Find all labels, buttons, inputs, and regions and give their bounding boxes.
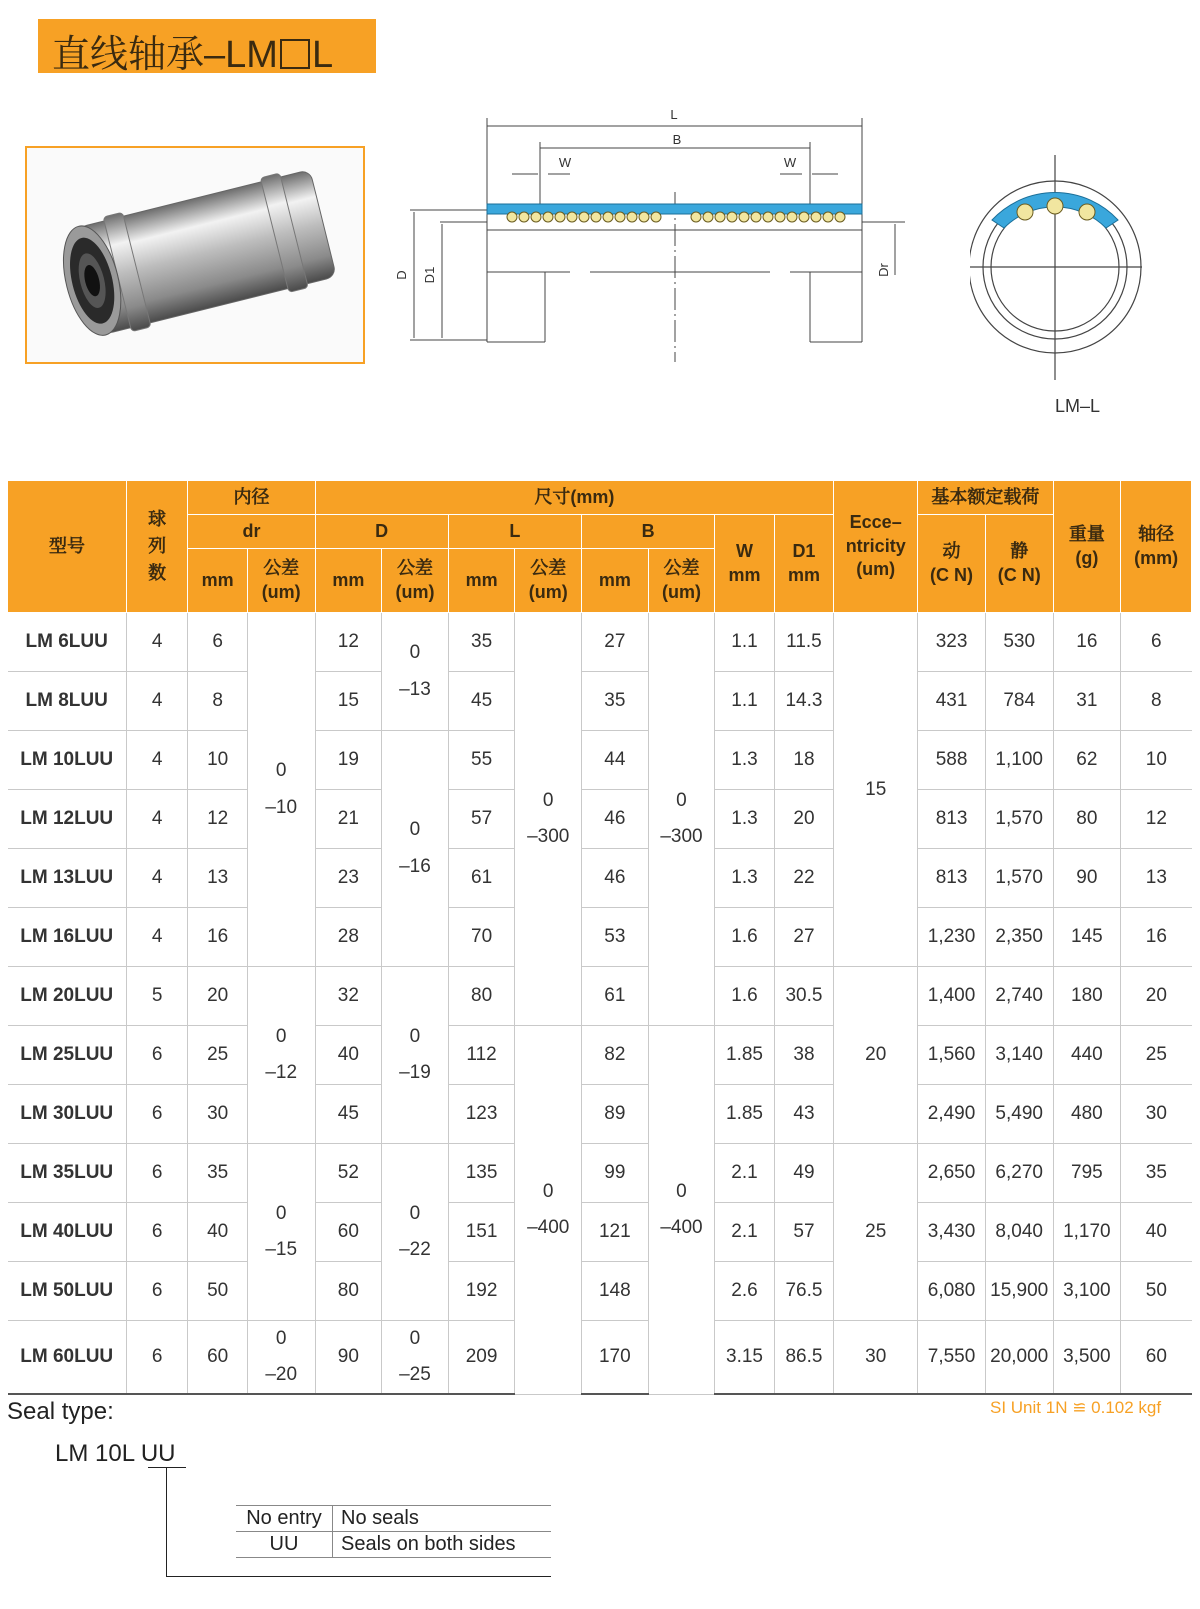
title-banner (38, 19, 376, 76)
cell-w: 1.1 (715, 672, 774, 731)
cell-w: 2.1 (715, 1144, 774, 1203)
col-eccentricity: Ecce– ntricity (um) (834, 481, 918, 613)
unit-note: SI Unit 1N ≌ 0.102 kgf (990, 1398, 1162, 1417)
col-d-tol: 公差 (um) (382, 549, 449, 613)
cell-dr-tolerance: 0 –10 (247, 613, 315, 967)
col-dimensions: 尺寸(mm) (315, 481, 834, 515)
cell-d: 60 (315, 1203, 382, 1262)
cell-weight: 3,100 (1053, 1262, 1121, 1321)
cell-w: 2.1 (715, 1203, 774, 1262)
cell-b: 46 (582, 790, 649, 849)
table-row (8, 1321, 1192, 1395)
cell-l: 57 (448, 790, 515, 849)
table-row (8, 849, 1192, 908)
dim-label-b: B (672, 132, 682, 147)
cell-dr: 10 (188, 731, 247, 790)
cell-dr-tolerance: 0 –12 (247, 967, 315, 1144)
cell-dr: 20 (188, 967, 247, 1026)
cell-l: 55 (448, 731, 515, 790)
cell-ball-rows: 4 (126, 672, 188, 731)
cell-shaft: 12 (1121, 790, 1192, 849)
cell-d: 45 (315, 1085, 382, 1144)
dim-label-w-left: W (558, 155, 572, 170)
cell-weight: 16 (1053, 613, 1121, 672)
end-view-ring-diagram (970, 150, 1150, 390)
table-row (8, 731, 1192, 790)
cell-model: LM 6LUU (8, 613, 127, 672)
cell-ball-rows: 4 (126, 613, 188, 672)
cell-dynamic-load: 2,490 (918, 1085, 986, 1144)
cell-dynamic-load: 1,230 (918, 908, 986, 967)
cell-d1: 76.5 (774, 1262, 833, 1321)
cell-l: 35 (448, 613, 515, 672)
cell-dr-tolerance: 0 –20 (247, 1321, 315, 1395)
cell-weight: 3,500 (1053, 1321, 1121, 1395)
cell-l: 123 (448, 1085, 515, 1144)
cell-dr: 8 (188, 672, 247, 731)
cell-d: 21 (315, 790, 382, 849)
dim-label-l: L (670, 107, 678, 122)
cell-static-load: 1,100 (985, 731, 1053, 790)
cell-d1: 11.5 (774, 613, 833, 672)
seal-code-example: LM 10L UU (55, 1440, 176, 1467)
cell-model: LM 16LUU (8, 908, 127, 967)
cell-shaft: 25 (1121, 1026, 1192, 1085)
cell-shaft: 50 (1121, 1262, 1192, 1321)
cell-ball-rows: 6 (126, 1085, 188, 1144)
cell-d1: 30.5 (774, 967, 833, 1026)
cell-l: 192 (448, 1262, 515, 1321)
cell-model: LM 20LUU (8, 967, 127, 1026)
col-dynamic: 动 (C N) (918, 515, 986, 613)
col-static: 静 (C N) (985, 515, 1053, 613)
cell-l: 112 (448, 1026, 515, 1085)
cell-d-tolerance: 0 –16 (382, 731, 449, 967)
col-dr-mm: mm (188, 549, 247, 613)
cell-weight: 795 (1053, 1144, 1121, 1203)
table-row (8, 967, 1192, 1026)
table-row (8, 908, 1192, 967)
seal-type-table (236, 1505, 551, 1558)
cell-l: 45 (448, 672, 515, 731)
cell-b: 35 (582, 672, 649, 731)
cell-static-load: 2,740 (985, 967, 1053, 1026)
cell-model: LM 8LUU (8, 672, 127, 731)
cell-weight: 180 (1053, 967, 1121, 1026)
cell-weight: 145 (1053, 908, 1121, 967)
cell-dynamic-load: 7,550 (918, 1321, 986, 1395)
cell-d: 23 (315, 849, 382, 908)
cell-model: LM 30LUU (8, 1085, 127, 1144)
dim-label-d: D (394, 270, 409, 280)
cell-dynamic-load: 1,400 (918, 967, 986, 1026)
cell-weight: 62 (1053, 731, 1121, 790)
cell-shaft: 60 (1121, 1321, 1192, 1395)
col-dr-tol: 公差 (um) (247, 549, 315, 613)
cell-b: 121 (582, 1203, 649, 1262)
cell-shaft: 40 (1121, 1203, 1192, 1262)
col-ball-rows: 球列数 (126, 481, 188, 613)
col-model: 型号 (8, 481, 127, 613)
cell-d: 32 (315, 967, 382, 1026)
cell-d: 19 (315, 731, 382, 790)
cell-b: 82 (582, 1026, 649, 1085)
cell-d1: 43 (774, 1085, 833, 1144)
cell-ball-rows: 5 (126, 967, 188, 1026)
cell-b: 53 (582, 908, 649, 967)
cell-dr: 50 (188, 1262, 247, 1321)
cell-eccentricity: 20 (834, 967, 918, 1144)
cell-l: 70 (448, 908, 515, 967)
cell-d1: 20 (774, 790, 833, 849)
col-l-tol: 公差 (um) (515, 549, 582, 613)
cell-b: 44 (582, 731, 649, 790)
cell-d1: 57 (774, 1203, 833, 1262)
seal-code-underline (148, 1467, 186, 1468)
cell-ball-rows: 4 (126, 790, 188, 849)
cell-shaft: 13 (1121, 849, 1192, 908)
cell-dynamic-load: 3,430 (918, 1203, 986, 1262)
cell-dr: 60 (188, 1321, 247, 1395)
seal-code: UU (236, 1532, 333, 1558)
dim-label-dr: Dr (876, 263, 891, 277)
cell-eccentricity: 30 (834, 1321, 918, 1395)
cell-dynamic-load: 6,080 (918, 1262, 986, 1321)
cell-d: 52 (315, 1144, 382, 1203)
cell-d-tolerance: 0 –13 (382, 613, 449, 731)
cell-ball-rows: 4 (126, 731, 188, 790)
cell-static-load: 1,570 (985, 790, 1053, 849)
cell-static-load: 1,570 (985, 849, 1053, 908)
col-shaft: 轴径 (mm) (1121, 481, 1192, 613)
cell-l: 135 (448, 1144, 515, 1203)
seal-leader-base (166, 1576, 551, 1577)
cell-b-tolerance: 0 –300 (648, 613, 715, 1026)
cell-l: 80 (448, 967, 515, 1026)
cell-dynamic-load: 323 (918, 613, 986, 672)
page-title: 直线轴承–LM L (52, 34, 334, 76)
cell-dr: 30 (188, 1085, 247, 1144)
cell-eccentricity: 15 (834, 613, 918, 967)
cell-dr: 12 (188, 790, 247, 849)
cell-d1: 38 (774, 1026, 833, 1085)
cell-dynamic-load: 813 (918, 790, 986, 849)
spec-table-body (8, 613, 1192, 1395)
col-b: B (582, 515, 715, 549)
cell-eccentricity: 25 (834, 1144, 918, 1321)
cell-dr: 16 (188, 908, 247, 967)
cell-d1: 14.3 (774, 672, 833, 731)
cell-shaft: 30 (1121, 1085, 1192, 1144)
cell-l: 151 (448, 1203, 515, 1262)
cell-weight: 31 (1053, 672, 1121, 731)
cell-d: 40 (315, 1026, 382, 1085)
cell-dynamic-load: 1,560 (918, 1026, 986, 1085)
cell-b: 148 (582, 1262, 649, 1321)
cell-static-load: 5,490 (985, 1085, 1053, 1144)
cell-dr-tolerance: 0 –15 (247, 1144, 315, 1321)
col-l: L (448, 515, 581, 549)
cell-b-tolerance: 0 –400 (648, 1026, 715, 1395)
cell-d1: 18 (774, 731, 833, 790)
cell-b: 89 (582, 1085, 649, 1144)
cell-ball-rows: 6 (126, 1026, 188, 1085)
cell-b: 46 (582, 849, 649, 908)
col-l-mm: mm (448, 549, 515, 613)
cell-shaft: 10 (1121, 731, 1192, 790)
cell-model: LM 12LUU (8, 790, 127, 849)
cell-dr: 40 (188, 1203, 247, 1262)
table-row (8, 1085, 1192, 1144)
cell-weight: 90 (1053, 849, 1121, 908)
col-b-tol: 公差 (um) (648, 549, 715, 613)
cell-w: 1.6 (715, 908, 774, 967)
cell-shaft: 35 (1121, 1144, 1192, 1203)
cell-ball-rows: 6 (126, 1203, 188, 1262)
table-row (8, 1026, 1192, 1085)
col-dr: dr (188, 515, 315, 549)
cell-static-load: 15,900 (985, 1262, 1053, 1321)
dim-label-w-right: W (783, 155, 797, 170)
cell-dynamic-load: 813 (918, 849, 986, 908)
cell-ball-rows: 4 (126, 908, 188, 967)
cell-w: 1.85 (715, 1026, 774, 1085)
cell-b: 27 (582, 613, 649, 672)
cell-d1: 22 (774, 849, 833, 908)
cell-w: 3.15 (715, 1321, 774, 1395)
cell-weight: 1,170 (1053, 1203, 1121, 1262)
col-w: W mm (715, 515, 774, 613)
cell-d: 90 (315, 1321, 382, 1395)
col-weight: 重量 (g) (1053, 481, 1121, 613)
cell-shaft: 20 (1121, 967, 1192, 1026)
table-row (8, 1262, 1192, 1321)
placeholder-box-icon (280, 39, 310, 69)
cell-w: 2.6 (715, 1262, 774, 1321)
cell-model: LM 35LUU (8, 1144, 127, 1203)
cell-model: LM 60LUU (8, 1321, 127, 1395)
cell-d1: 27 (774, 908, 833, 967)
dim-label-d1: D1 (422, 266, 437, 284)
cell-d: 80 (315, 1262, 382, 1321)
cell-static-load: 784 (985, 672, 1053, 731)
cell-shaft: 8 (1121, 672, 1192, 731)
col-basic-load: 基本额定载荷 (918, 481, 1053, 515)
cell-ball-rows: 6 (126, 1144, 188, 1203)
seal-code: No entry (236, 1506, 333, 1532)
seal-description: Seals on both sides (333, 1532, 552, 1558)
cell-d-tolerance: 0 –22 (382, 1144, 449, 1321)
cell-d1: 86.5 (774, 1321, 833, 1395)
product-photo (25, 146, 365, 364)
cell-w: 1.85 (715, 1085, 774, 1144)
cell-w: 1.1 (715, 613, 774, 672)
table-row (8, 1144, 1192, 1203)
cell-model: LM 10LUU (8, 731, 127, 790)
cell-dynamic-load: 2,650 (918, 1144, 986, 1203)
cell-d: 12 (315, 613, 382, 672)
cell-ball-rows: 6 (126, 1262, 188, 1321)
cell-ball-rows: 4 (126, 849, 188, 908)
cell-b: 61 (582, 967, 649, 1026)
bearing-photo-illustration (27, 148, 363, 362)
table-row (8, 790, 1192, 849)
cell-w: 1.6 (715, 967, 774, 1026)
cell-dynamic-load: 588 (918, 731, 986, 790)
cell-static-load: 530 (985, 613, 1053, 672)
cell-l-tolerance: 0 –300 (515, 613, 582, 1026)
cell-l: 61 (448, 849, 515, 908)
cell-static-load: 6,270 (985, 1144, 1053, 1203)
cell-w: 1.3 (715, 731, 774, 790)
cell-model: LM 40LUU (8, 1203, 127, 1262)
table-row (8, 1203, 1192, 1262)
cross-section-diagram (390, 100, 910, 380)
cell-l: 209 (448, 1321, 515, 1395)
seal-type-title: Seal type: (7, 1398, 114, 1425)
cell-b: 99 (582, 1144, 649, 1203)
col-inner-diameter: 内径 (188, 481, 315, 515)
seal-leader-line (166, 1468, 167, 1577)
cell-w: 1.3 (715, 849, 774, 908)
cell-model: LM 25LUU (8, 1026, 127, 1085)
spec-table (7, 480, 1192, 1395)
cell-dr: 25 (188, 1026, 247, 1085)
seal-description: No seals (333, 1506, 552, 1532)
cell-b: 170 (582, 1321, 649, 1395)
cell-model: LM 50LUU (8, 1262, 127, 1321)
cell-weight: 80 (1053, 790, 1121, 849)
cell-shaft: 16 (1121, 908, 1192, 967)
cell-static-load: 8,040 (985, 1203, 1053, 1262)
cell-static-load: 2,350 (985, 908, 1053, 967)
cell-shaft: 6 (1121, 613, 1192, 672)
cell-w: 1.3 (715, 790, 774, 849)
col-d: D (315, 515, 448, 549)
cell-dr: 6 (188, 613, 247, 672)
cell-weight: 480 (1053, 1085, 1121, 1144)
cell-d-tolerance: 0 –19 (382, 967, 449, 1144)
cell-weight: 440 (1053, 1026, 1121, 1085)
cell-d1: 49 (774, 1144, 833, 1203)
col-d1: D1 mm (774, 515, 833, 613)
cell-ball-rows: 6 (126, 1321, 188, 1395)
table-row (8, 613, 1192, 672)
cell-d: 15 (315, 672, 382, 731)
seal-row (236, 1506, 551, 1532)
ring-caption: LM–L (1055, 396, 1101, 416)
cell-static-load: 20,000 (985, 1321, 1053, 1395)
cell-l-tolerance: 0 –400 (515, 1026, 582, 1395)
cell-d: 28 (315, 908, 382, 967)
col-b-mm: mm (582, 549, 649, 613)
table-row (8, 672, 1192, 731)
cell-dr: 35 (188, 1144, 247, 1203)
cell-d-tolerance: 0 –25 (382, 1321, 449, 1395)
cell-model: LM 13LUU (8, 849, 127, 908)
cell-static-load: 3,140 (985, 1026, 1053, 1085)
cell-dynamic-load: 431 (918, 672, 986, 731)
seal-row (236, 1532, 551, 1558)
cell-dr: 13 (188, 849, 247, 908)
col-d-mm: mm (315, 549, 382, 613)
